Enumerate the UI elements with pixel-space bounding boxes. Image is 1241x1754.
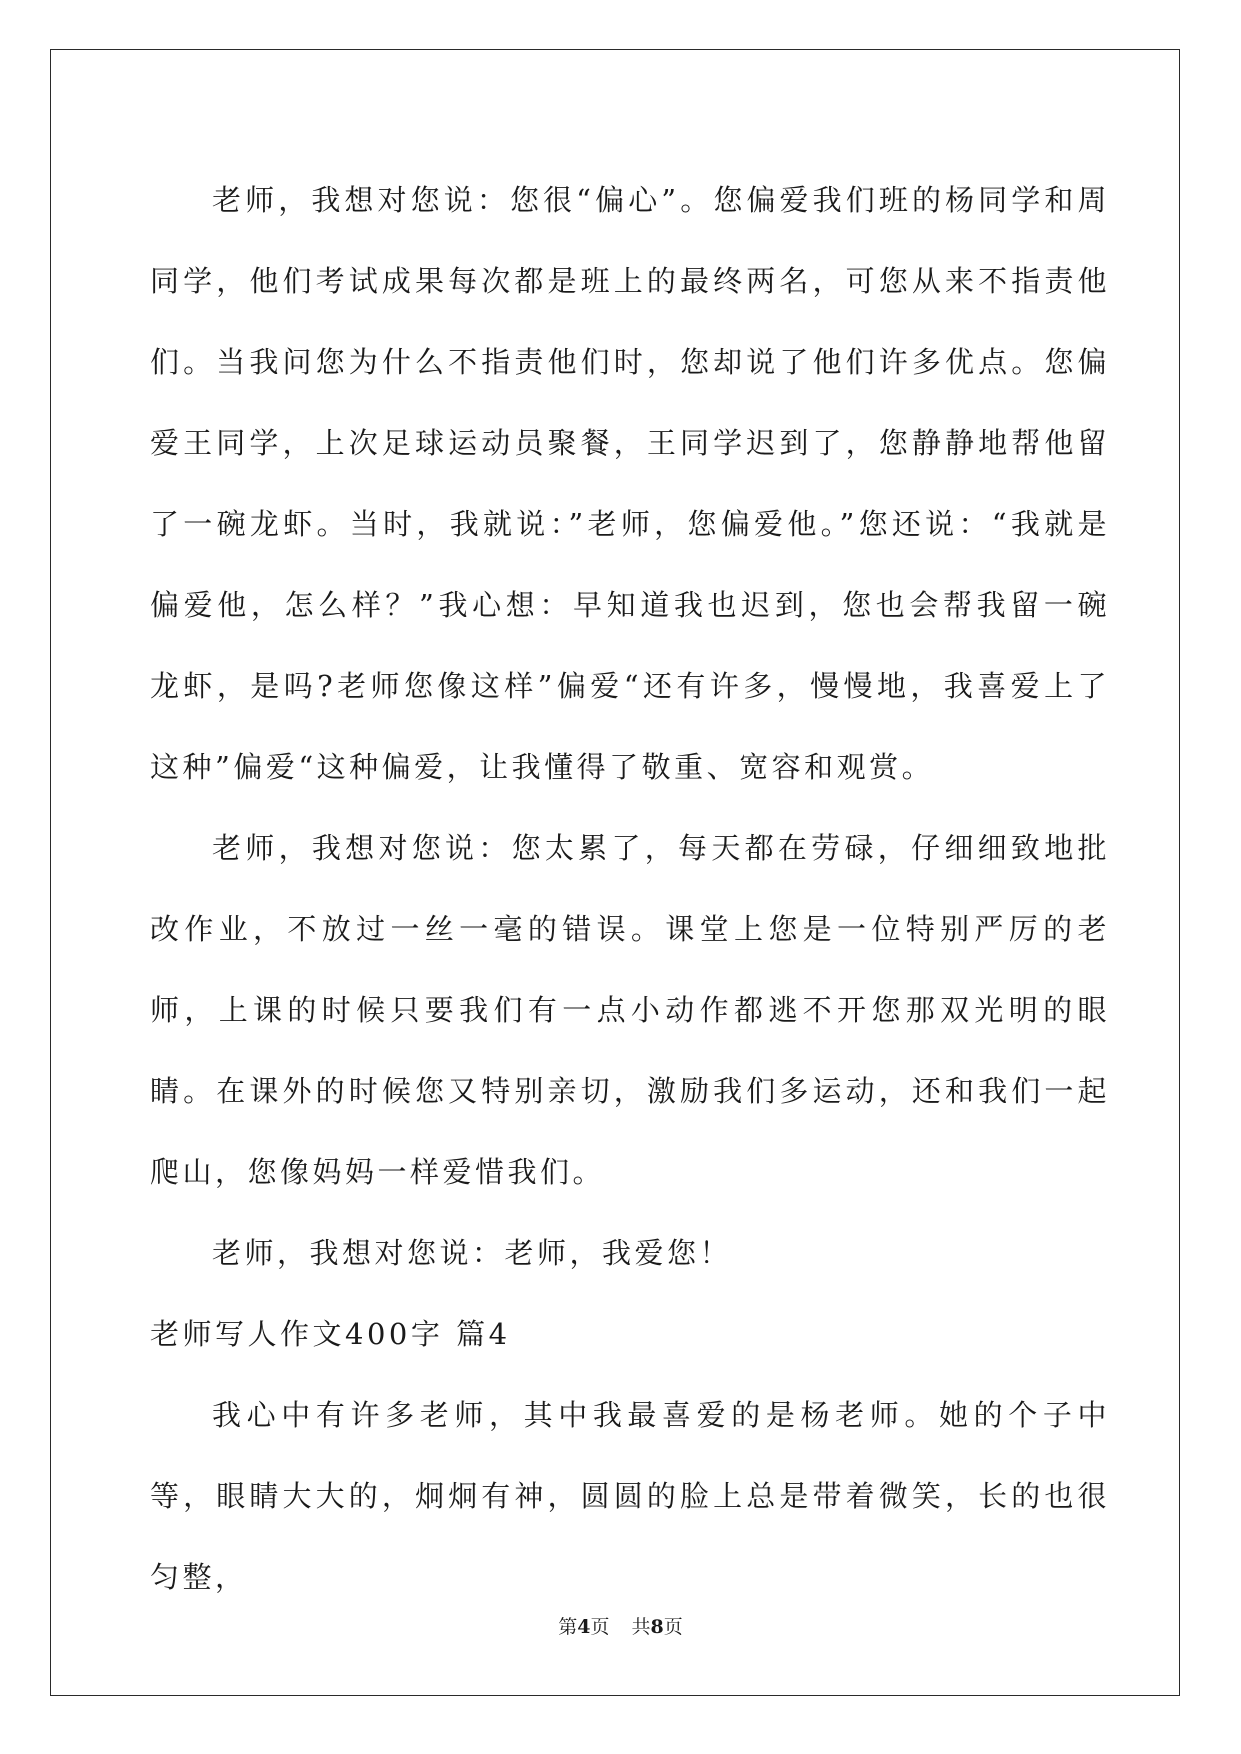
page-suffix: 页 xyxy=(590,1616,610,1638)
page-current: 4 xyxy=(577,1616,591,1638)
paragraph-1: 老师，我想对您说：您很“偏心”。您偏爱我们班的杨同学和周同学，他们考试成果每次都是班上的最终两名，可您从来不指责他们。当我问您为什么不指责他们时，您却说了他们许多优点。您偏爱王同学，上次足球运动员聚餐，王同学迟到了，您静静地帮他留了一碗龙虾。当时，我就说：”老师，您偏爱他。”您还说：“我就是偏爱他，怎么样？”我心想：早知道我也迟到，您也会帮我留一碗龙虾，是吗?老师您像这样”偏爱“还有许多，慢慢地，我喜爱上了这种”偏爱“这种偏爱，让我懂得了敬重、宽容和观赏。 xyxy=(150,183,1110,784)
total-suffix: 页 xyxy=(663,1616,683,1638)
section-heading: 老师写人作文400字 篇4 xyxy=(150,1317,511,1351)
document-body xyxy=(150,160,1110,1618)
total-prefix: 共 xyxy=(631,1616,651,1638)
paragraph-2: 老师，我想对您说：您太累了，每天都在劳碌，仔细细致地批改作业，不放过一丝一毫的错误。课堂上您是一位特别严厉的老师，上课的时候只要我们有一点小动作都逃不开您那双光明的眼睛。在课外的时候您又特别亲切，激励我们多运动，还和我们一起爬山，您像妈妈一样爱惜我们。 xyxy=(150,831,1110,1189)
page-total: 8 xyxy=(650,1616,664,1638)
page-prefix: 第 xyxy=(558,1616,578,1638)
page-footer xyxy=(0,1612,1241,1639)
paragraph-4: 我心中有许多老师，其中我最喜爱的是杨老师。她的个子中等，眼睛大大的，炯炯有神，圆圆的脸上总是带着微笑，长的也很匀整， xyxy=(150,1398,1110,1594)
paragraph-3: 老师，我想对您说：老师，我爱您！ xyxy=(212,1236,733,1270)
